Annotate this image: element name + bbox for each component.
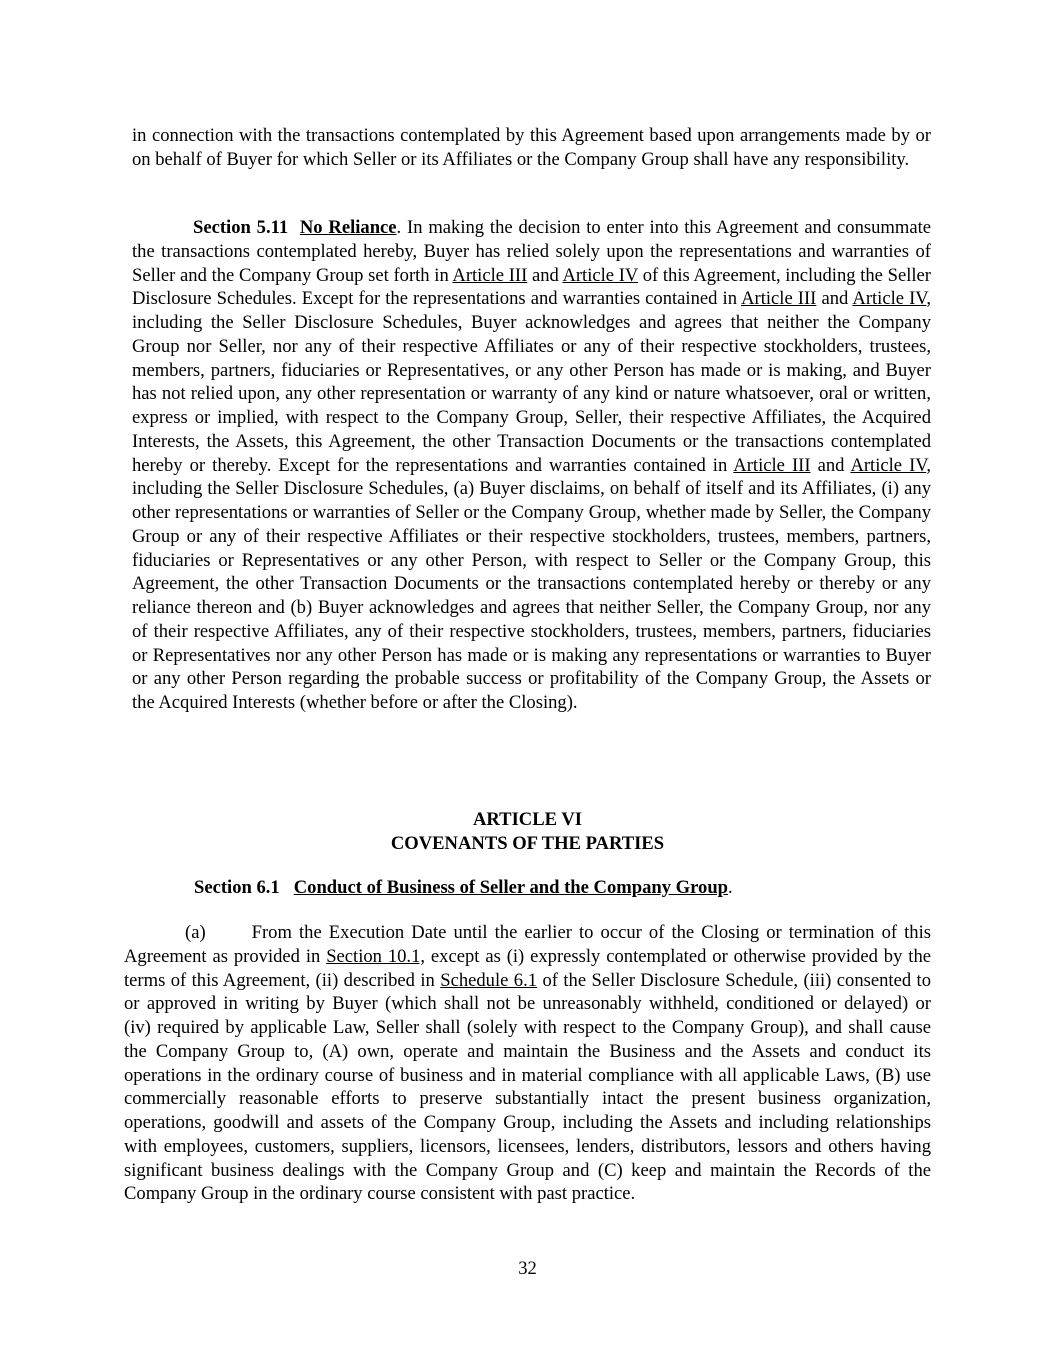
clause-a-label: (a) <box>185 922 206 943</box>
body-text: , including the Seller Disclosure Schedules, (a) Buyer disclaims, on behalf of itself and its Affiliates, (i) any other representations or warranties of Seller or the Company Group, whether made by Seller, the Company Group or any of their respective Affiliates or their respective stockholders, trustees, members, partners, fiduciaries or Representatives or any other Person, with respect to Seller or the Company Group, this Agreement, the other Transaction Documents or the transactions contemplated hereby or thereby or any reliance thereon and (b) Buyer acknowledges and agrees that neither Seller, the Company Group, nor any of their respective Affiliates, any of their respective stockholders, trustees, members, partners, fiduciaries or Representatives nor any other Person has made or is making any representations or warranties to Buyer or any other Person regarding the probable success or profitability of the Company Group, the Assets or the Acquired Interests (whether before or after the Closing). <box>132 454 931 713</box>
section-5-11-paragraph <box>132 216 931 715</box>
continuation-text: in connection with the transactions contemplated by this Agreement based upon arrangements made by or on behalf of Buyer for which Seller or its Affiliates or the Company Group shall have any responsibility. <box>132 125 931 170</box>
section-5-11-body <box>132 217 931 713</box>
section-5-11-title-punct: . <box>396 217 402 238</box>
page-number: 32 <box>518 1258 537 1279</box>
cross-reference-link[interactable]: Article III <box>733 454 811 476</box>
continuation-paragraph <box>132 124 931 172</box>
body-text: , including the Seller Disclosure Schedules, Buyer acknowledges and agrees that neither the Company Group nor Seller, nor any of their respective Affiliates or any of their respective stockholders, trustees, members, partners, fiduciaries or Representatives, or any other Person has made or is making, and Buyer has not relied upon, any other representation or warranty of any kind or nature whatsoever, oral or written, express or implied, with respect to the Company Group, Seller, their respective Affiliates, the Acquired Interests, the Assets, this Agreement, the other Transaction Documents or the transactions contemplated hereby or thereby. Except for the representations and warranties contained in <box>132 288 931 476</box>
cross-reference-link[interactable]: Article IV <box>852 288 927 310</box>
section-6-1-number: Section 6.1 <box>194 877 280 898</box>
section-5-11-number: Section 5.11 <box>193 217 289 238</box>
body-text: In making the decision to enter into this Agreement and consummate the transactions contemplated hereby, Buyer has relied solely upon the representations and warranties of Seller and the Company Group set forth in <box>132 217 932 286</box>
section-6-1-title-punct: . <box>728 877 733 898</box>
body-text: of the Seller Disclosure Schedule, (iii) consented to or approved in writing by Buyer (which shall not be unreasonably withheld, conditioned or delayed) or (iv) required by applicable Law, Seller shall (solely with respect to the Company Group), and shall cause the Company Group to, (A) own, operate and maintain the Business and the Assets and conduct its operations in the ordinary course of business and in material compliance with all applicable Laws, (B) use commercially reasonable efforts to preserve substantially intact the present business organization, operations, goodwill and assets of the Company Group, including the Assets and including relationships with employees, customers, suppliers, licensors, licensees, lenders, distributors, lessors and others having significant business dealings with the Company Group and (C) keep and maintain the Records of the Company Group in the ordinary course consistent with past practice. <box>124 969 931 1205</box>
cross-reference-link[interactable]: Section 10.1, <box>326 945 426 967</box>
body-text: and <box>810 454 851 476</box>
section-5-11-title: No Reliance <box>299 217 397 238</box>
body-text: From the Execution Date until the earlier to occur of the Closing or termination of this Agreement as provided in <box>124 922 931 967</box>
body-text: of this Agreement, including the Seller Disclosure Schedules. Except for the representations and warranties contained in <box>132 264 931 310</box>
section-6-1-clause-a <box>124 921 931 1206</box>
body-text: and <box>816 288 853 310</box>
body-text: except as (i) expressly contemplated or otherwise provided by the terms of this Agreement, (ii) described in <box>124 945 931 991</box>
body-text: and <box>527 264 563 286</box>
cross-reference-link[interactable]: Article IV <box>850 454 927 476</box>
cross-reference-link[interactable]: Article III <box>741 288 817 310</box>
clause-a-body <box>124 922 931 1204</box>
article-title: COVENANTS OF THE PARTIES <box>390 833 665 854</box>
cross-reference-link[interactable]: Article IV <box>562 264 639 286</box>
cross-reference-link[interactable]: Schedule 6.1 <box>440 969 538 991</box>
article-heading: ARTICLE VI <box>472 809 583 830</box>
section-6-1-heading <box>194 876 733 900</box>
cross-reference-link[interactable]: Article III <box>452 264 528 286</box>
section-6-1-title: Conduct of Business of Seller and the Company Group <box>293 877 729 898</box>
